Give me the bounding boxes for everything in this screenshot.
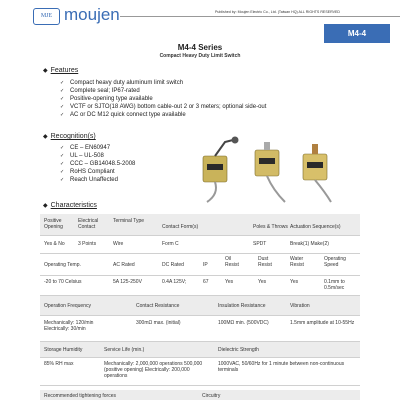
spec-value-cell: Mechanically: 120/min Electrically: 30/min bbox=[44, 320, 94, 332]
spec-value-cell: 3 Points bbox=[78, 241, 97, 247]
recognition-text: RoHS Compliant bbox=[70, 169, 115, 175]
diamond-bullet-icon: ◆ bbox=[43, 134, 48, 140]
spec-value-cell: 0.1mm to 0.5m/sec bbox=[324, 279, 345, 291]
recognition-item bbox=[60, 160, 135, 168]
recognition-text: CCC – GB14048.5-2008 bbox=[70, 161, 136, 167]
check-icon: ✓ bbox=[60, 161, 65, 167]
check-icon: ✓ bbox=[60, 169, 65, 175]
limit-switch-2 bbox=[255, 142, 285, 202]
spec-value-cell: Yes & No bbox=[44, 241, 65, 247]
feature-text: Positive-opening type available bbox=[70, 96, 153, 102]
check-icon: ✓ bbox=[60, 88, 65, 94]
recognition-text: CE – EN60947 bbox=[70, 145, 111, 151]
spec-value-row bbox=[40, 276, 360, 296]
features-heading bbox=[43, 67, 78, 74]
spec-value-cell: 100MΩ min. (500VDC) bbox=[218, 320, 269, 326]
spec-value-cell: Yes bbox=[290, 279, 299, 285]
check-icon: ✓ bbox=[60, 80, 65, 86]
model-tag: M4-4 bbox=[324, 24, 390, 43]
recognitions-list bbox=[60, 144, 135, 184]
check-icon: ✓ bbox=[60, 104, 65, 110]
check-icon: ✓ bbox=[60, 96, 65, 102]
spec-header-cell: DC Rated bbox=[162, 262, 184, 268]
feature-text: Complete seal; IP67-rated bbox=[70, 88, 140, 94]
feature-item bbox=[60, 95, 266, 103]
spec-value-cell: Yes bbox=[258, 279, 267, 285]
spec-header-row bbox=[40, 254, 360, 276]
spec-header-row bbox=[40, 390, 360, 400]
spec-value-cell: SPDT bbox=[253, 241, 267, 247]
spec-header-cell: Vibration bbox=[290, 303, 310, 309]
characteristics-heading-label: Characteristics bbox=[50, 202, 97, 209]
feature-item bbox=[60, 111, 266, 119]
brand-logo-text: moujen bbox=[64, 5, 120, 24]
diamond-bullet-icon: ◆ bbox=[43, 68, 48, 74]
spec-value-row bbox=[40, 358, 360, 386]
check-icon: ✓ bbox=[60, 112, 65, 118]
check-icon: ✓ bbox=[60, 153, 65, 159]
recognition-text: UL – UL-508 bbox=[70, 153, 104, 159]
spec-header-cell: Electrical Contact bbox=[78, 218, 99, 230]
recognition-text: Reach Unaffected bbox=[70, 177, 118, 183]
spec-header-cell: Operation Frequency bbox=[44, 303, 91, 309]
spec-header-cell: Operating Speed bbox=[324, 256, 346, 268]
spec-value-cell: 85% RH max bbox=[44, 361, 74, 367]
recognition-item bbox=[60, 168, 135, 176]
recognitions-heading-label: Recognition(s) bbox=[50, 133, 96, 140]
characteristics-heading bbox=[43, 202, 97, 209]
spec-header-cell: Recommended tightening forces bbox=[44, 393, 116, 399]
spec-value-cell: Mechanically: 2,000,000 operations 500,000 (positive opening) Electrically: 200,000 operations bbox=[104, 361, 203, 379]
feature-text: VCTF or SJTO(18 AWG) bottom cable-out 2 or 3 meters; optional side-out bbox=[70, 104, 267, 110]
spec-value-cell: 1.5mm amplitude at 10-55Hz bbox=[290, 320, 355, 326]
spec-value-cell: 5A 125-250V bbox=[113, 279, 142, 285]
spec-value-cell: -20 to 70 Celsius bbox=[44, 279, 82, 285]
features-list bbox=[60, 79, 266, 119]
spec-value-cell: Wire bbox=[113, 241, 124, 247]
spec-header-cell: Operating Temp. bbox=[44, 262, 81, 268]
check-icon: ✓ bbox=[60, 145, 65, 151]
spec-header-cell: Oil Resist bbox=[225, 256, 239, 268]
spec-value-cell: Form C bbox=[162, 241, 179, 247]
feature-item bbox=[60, 87, 266, 95]
spec-header-cell: Circuitry bbox=[202, 393, 221, 399]
spec-header-cell: Storage Humidity bbox=[44, 347, 83, 353]
spec-header-cell: Positive Opening bbox=[44, 218, 63, 230]
limit-switch-3 bbox=[303, 144, 331, 202]
page-subtitle: Compact Heavy Duty Limit Switch bbox=[159, 53, 241, 59]
spec-header-cell: Terminal Type bbox=[113, 218, 145, 224]
recognition-item bbox=[60, 144, 135, 152]
header-divider bbox=[120, 16, 400, 17]
spec-header-row bbox=[40, 214, 360, 236]
spec-value-cell: Yes bbox=[225, 279, 234, 285]
spec-value-row bbox=[40, 316, 360, 342]
spec-value-cell: Break(1) Make(2) bbox=[290, 241, 329, 247]
spec-header-cell: Water Resist bbox=[290, 256, 304, 268]
recognition-item bbox=[60, 152, 135, 160]
spec-header-cell: Insulation Resistance bbox=[218, 303, 266, 309]
spec-header-cell: AC Rated bbox=[113, 262, 135, 268]
feature-item bbox=[60, 103, 266, 111]
feature-text: AC or DC M12 quick connect type available bbox=[70, 112, 186, 118]
page-title: M4-4 Series bbox=[177, 43, 223, 52]
spec-header-cell: Poles & Throws bbox=[253, 224, 288, 230]
spec-value-cell: 0.4A 125V; bbox=[162, 279, 187, 285]
spec-header-row bbox=[40, 342, 360, 358]
limit-switch-1 bbox=[203, 137, 239, 203]
spec-header-cell: Actuation Sequence(s) bbox=[290, 224, 341, 230]
spec-header-cell: Service Life (min.) bbox=[104, 347, 145, 353]
spec-header-cell: IP bbox=[203, 262, 208, 268]
spec-value-cell: 67 bbox=[203, 279, 209, 285]
spec-value-row bbox=[40, 236, 360, 254]
spec-header-cell: Dielectric Strength bbox=[218, 347, 259, 353]
spec-header-cell: Dust Resist bbox=[258, 256, 272, 268]
publisher-line: Published by: Moujen Electric Co., Ltd. (Taiwan HQ) ALL RIGHTS RESERVED bbox=[215, 10, 341, 14]
diamond-bullet-icon: ◆ bbox=[43, 203, 48, 209]
spec-header-cell: Contact Resistance bbox=[136, 303, 180, 309]
brand-logo-mark: MJE bbox=[33, 8, 60, 25]
spec-header-cell: Contact Form(s) bbox=[162, 224, 199, 230]
check-icon: ✓ bbox=[60, 177, 65, 183]
spec-header-row bbox=[40, 296, 360, 316]
feature-text: Compact heavy duty aluminum limit switch bbox=[70, 80, 184, 86]
spec-value-cell: 300mΩ max. (initial) bbox=[136, 320, 181, 326]
recognition-item bbox=[60, 176, 135, 184]
product-photo bbox=[195, 136, 345, 204]
features-heading-label: Features bbox=[50, 67, 79, 74]
spec-value-cell: 1000VAC, 50/60Hz for 1 minute between non-continuous terminals bbox=[218, 361, 345, 373]
feature-item bbox=[60, 79, 266, 87]
recognitions-heading bbox=[43, 133, 96, 140]
